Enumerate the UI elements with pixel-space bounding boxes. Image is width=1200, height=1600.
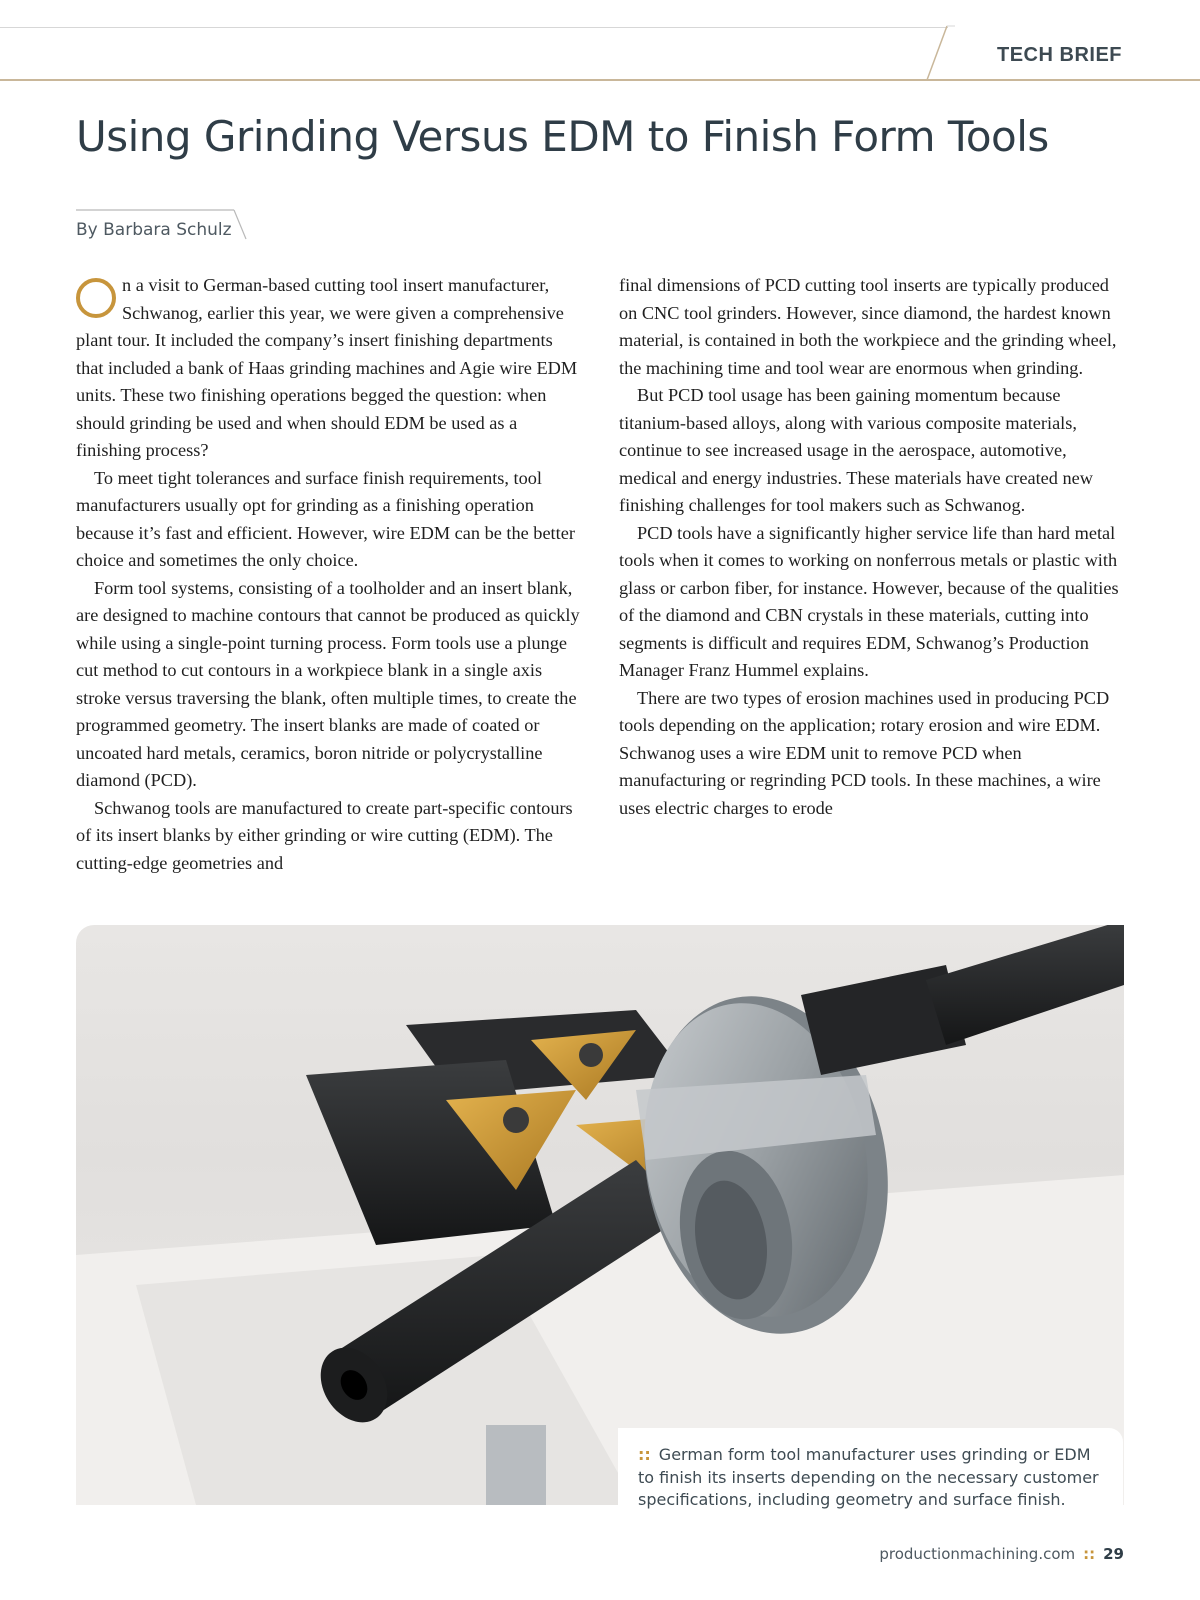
caption-text: German form tool manufacturer uses grinding or EDM to finish its inserts depending on the necessary customer specifications, including geometry and surface finish. [638,1445,1099,1509]
article-column-right [619,272,1124,822]
footer-separator: :: [1083,1545,1096,1563]
drop-cap [76,278,116,318]
bolt [486,1425,546,1505]
article-paragraph: final dimensions of PCD cutting tool inserts are typically produced on CNC tool grinders. However, since diamond, the hardest known material, is contained in both the workpiece and the grinding wheel, the machining time and tool wear are enormous when grinding. [619,275,1117,378]
article-paragraph: n a visit to German-based cutting tool insert manufacturer, Schwanog, earlier this year, we were given a comprehensive plant tour. It included the company’s insert finishing departments that included a bank of Haas grinding machines and Agie wire EDM units. These two finishing operations begged the question: when should grinding be used and when should EDM be used as a finishing process? [76,275,578,460]
article-paragraph: There are two types of erosion machines used in producing PCD tools depending on the application; rotary erosion and wire EDM. Schwanog uses a wire EDM unit to remove PCD when manufacturing or regrinding PCD tools. In these machines, a wire uses electric charges to erode [619,687,1110,818]
article-paragraph: PCD tools have a significantly higher service life than hard metal tools when it comes to working on nonferrous metals or plastic with glass or carbon fiber, for instance. However, because of the qualities of the diamond and CBN crystals in these materials, cutting into segments is difficult and requires EDM, Schwanog’s Production Manager Franz Hummel explains. [619,522,1119,680]
article-photo [76,925,1124,1505]
photo-caption [638,1444,1105,1512]
header-top-rule [0,27,948,28]
form-tool-illustration [76,925,1124,1505]
section-label: TECH BRIEF [997,44,1122,66]
article-title: Using Grinding Versus EDM to Finish Form Tools [76,112,1049,161]
article-paragraph: Schwanog tools are manufactured to create part-specific contours of its insert blanks by either grinding or wire cutting (EDM). The cutting-edge geometries and [76,797,573,873]
caption-marker: :: [638,1445,651,1464]
page-footer [879,1545,1124,1563]
footer-website: productionmachining.com [879,1545,1076,1563]
byline: By Barbara Schulz [76,220,232,240]
tool-shank-right [926,925,1124,1045]
article-paragraph: Form tool systems, consisting of a toolholder and an insert blank, are designed to machine contours that cannot be produced as quickly while using a single-point turning process. Form tools use a plunge cut method to cut contours in a workpiece blank in a single axis stroke versus traversing the blank, often multiple times, to create the programmed geometry. The insert blanks are made of coated or uncoated hard metals, ceramics, boron nitride or polycrystalline diamond (PCD). [76,577,580,790]
caption-box [618,1428,1123,1509]
header-tab-slant [925,24,955,82]
article-column-left [76,272,581,877]
article-paragraph: To meet tight tolerances and surface finish requirements, tool manufacturers usually opt for grinding as a finishing operation because it’s fast and efficient. However, wire EDM can be the better choice and sometimes the only choice. [76,467,575,570]
header-rule [0,79,1200,81]
article-paragraph: But PCD tool usage has been gaining momentum because titanium-based alloys, along with various composite materials, continue to see increased usage in the aerospace, automotive, medical and energy industries. These materials have created new finishing challenges for tool makers such as Schwanog. [619,385,1093,515]
page-number: 29 [1103,1545,1124,1563]
